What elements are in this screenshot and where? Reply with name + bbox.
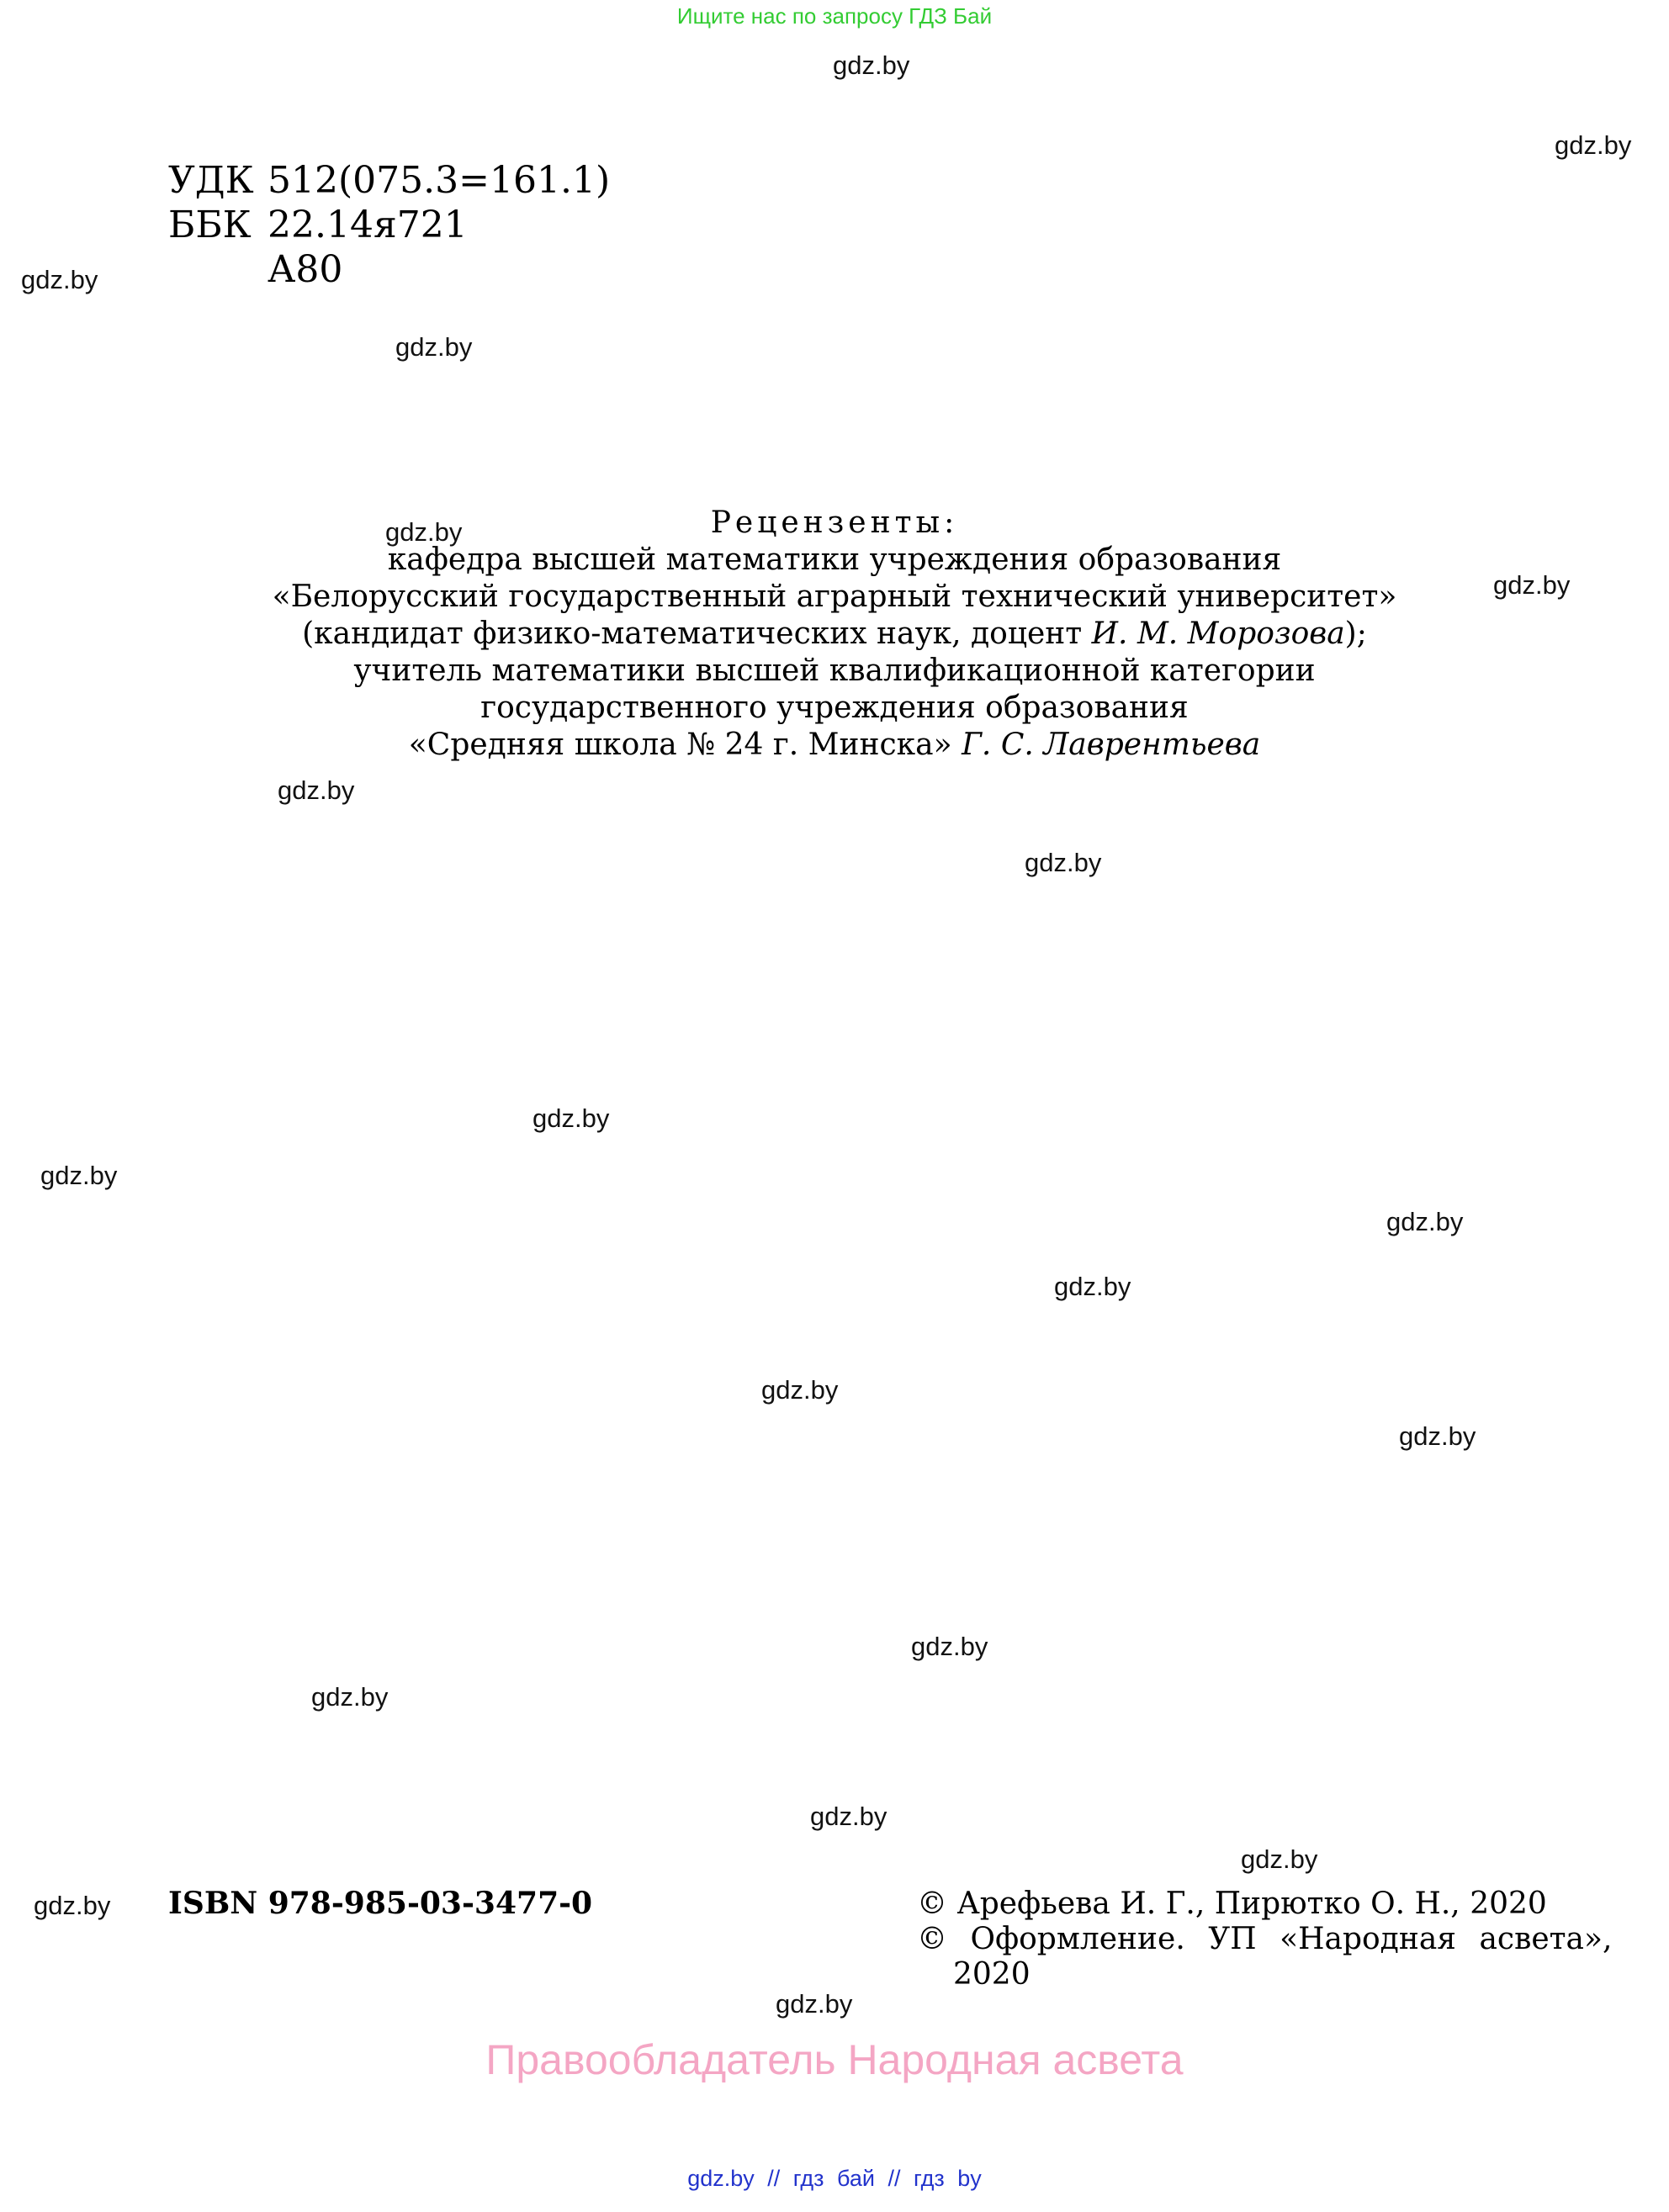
watermark: gdz.by	[1241, 1844, 1318, 1874]
watermark: gdz.by	[278, 775, 355, 805]
isbn: ISBN 978-985-03-3477-0	[168, 1886, 593, 1921]
rights-holder: Правообладатель Народная асвета	[485, 2036, 1184, 2083]
reviewer-line: государственного учреждения образования	[480, 691, 1189, 725]
watermark: gdz.by	[1555, 130, 1632, 160]
copyright-authors: © Арефьева И. Г., Пирютко О. Н., 2020	[917, 1887, 1547, 1921]
watermark: gdz.by	[1054, 1272, 1131, 1301]
watermark: gdz.by	[810, 1802, 887, 1831]
watermark: gdz.by	[1493, 570, 1571, 600]
reviewer-line: «Белорусский государственный аграрный технический университет»	[272, 579, 1397, 614]
udk-row	[168, 158, 610, 203]
author-code: А80	[268, 248, 343, 291]
reviewer-text: (кандидат физико-математических наук, доцент	[302, 617, 1092, 651]
watermark: gdz.by	[1386, 1207, 1464, 1236]
top-banner[interactable]: Ищите нас по запросу ГДЗ Бай	[676, 3, 993, 29]
watermark: gdz.by	[34, 1891, 111, 1920]
watermark: gdz.by	[761, 1375, 839, 1405]
reviewers-block	[0, 505, 1669, 764]
watermark: gdz.by	[40, 1161, 118, 1190]
reviewer-line: кафедра высшей математики учреждения образования	[387, 542, 1282, 577]
watermark: gdz.by	[532, 1103, 610, 1133]
classification-block	[168, 158, 610, 292]
reviewer-name: И. М. Морозова	[1091, 617, 1345, 651]
watermark: gdz.by	[911, 1632, 988, 1661]
bbk-row	[168, 203, 610, 247]
copyright-design: © Оформление. УП «Народная асвета»,	[917, 1922, 1613, 1956]
bbk-value: 22.14я721	[268, 204, 468, 246]
watermark: gdz.by	[1025, 848, 1102, 877]
copyright-block	[917, 1887, 1613, 1992]
watermark: gdz.by	[385, 517, 463, 547]
watermark: gdz.by	[21, 265, 98, 294]
watermark: gdz.by	[311, 1682, 389, 1712]
udk-label: УДК	[168, 159, 254, 202]
copyright-year: 2020	[953, 1957, 1031, 1992]
udk-value: 512(075.3=161.1)	[268, 159, 611, 202]
reviewer-line	[0, 727, 1669, 764]
watermark: gdz.by	[776, 1989, 853, 2019]
watermark: gdz.by	[395, 332, 473, 362]
reviewer-name: Г. С. Лаврентьева	[962, 728, 1261, 762]
reviewers-heading: Рецензенты:	[710, 505, 959, 540]
bbk-label: ББК	[168, 204, 252, 246]
footer-links[interactable]: gdz.by // гдз бай // гдз by	[687, 2166, 982, 2191]
watermark: gdz.by	[1399, 1421, 1476, 1451]
reviewer-text: );	[1344, 617, 1367, 651]
reviewer-line	[0, 616, 1669, 653]
watermark: gdz.by	[833, 50, 910, 80]
reviewer-line: учитель математики высшей квалификационной категории	[353, 654, 1316, 688]
reviewer-text: «Средняя школа № 24 г. Минска»	[408, 728, 962, 762]
